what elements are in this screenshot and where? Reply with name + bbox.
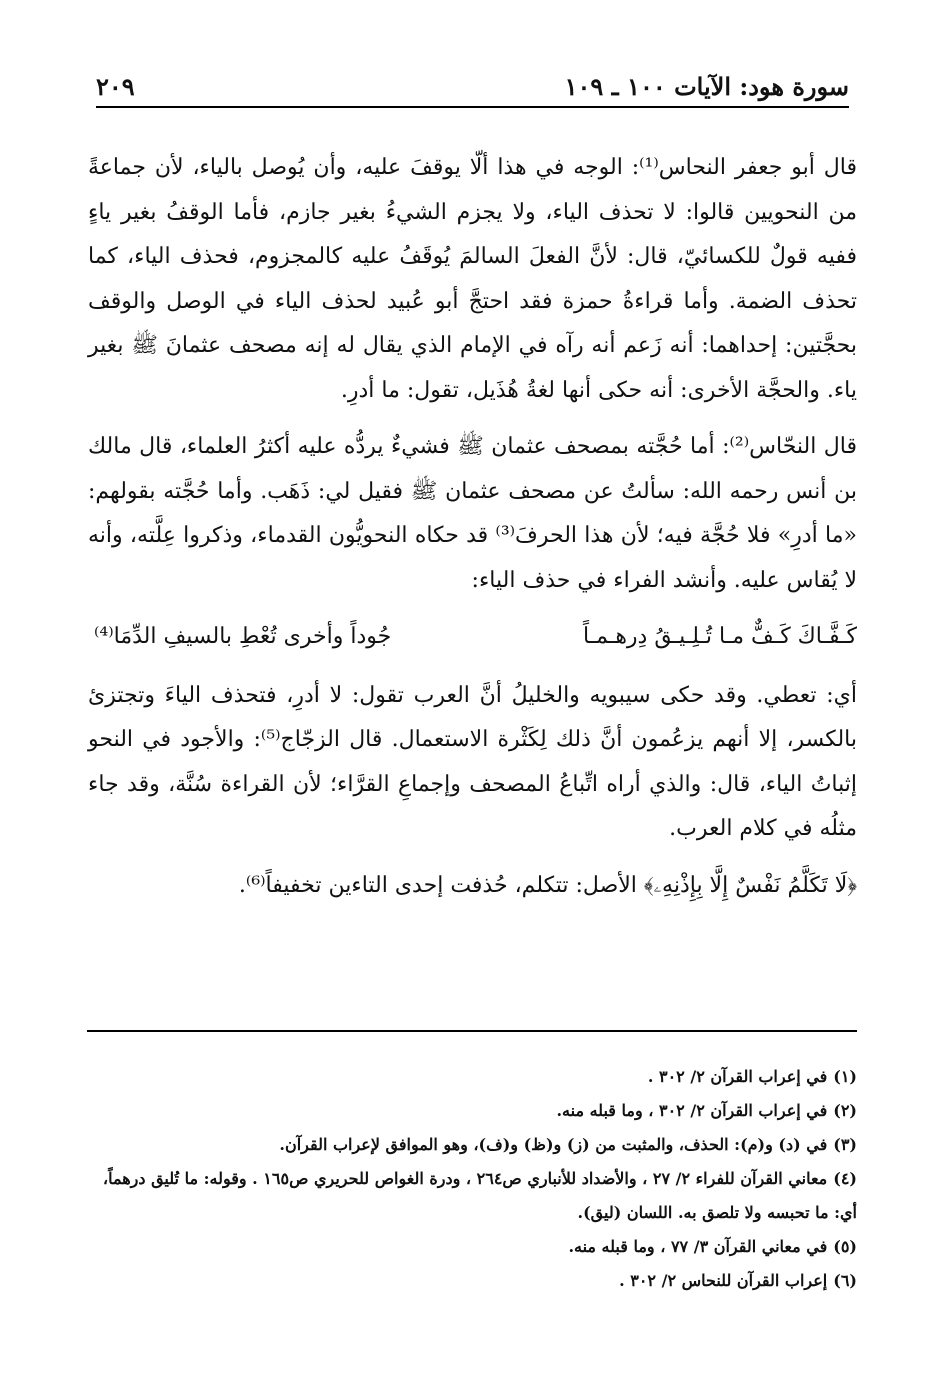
footnote xyxy=(88,1230,857,1264)
footnote-number: (٣) xyxy=(833,1135,857,1154)
footnote xyxy=(88,1264,857,1298)
footnote-text: في معاني القرآن ٣/ ٧٧ ، وما قبله منه. xyxy=(568,1237,828,1256)
quran-quote: ﴿لَا تَكَلَّمُ نَفْسٌ إِلَّا بِإِذْنِهِۦ﴾ xyxy=(643,872,857,898)
poetry-verse xyxy=(88,615,857,660)
footnote-number: (٤) xyxy=(833,1169,857,1188)
page-number: ٢٠٩ xyxy=(96,72,135,101)
verse-second-hemistich: جُوداً وأخرى تُعْطِ بالسيفِ الدِّمَا⁽⁴⁾ xyxy=(94,624,392,649)
footnote-number: (١) xyxy=(833,1067,857,1086)
footnote-number: (٦) xyxy=(833,1271,857,1290)
footnote-number: (٥) xyxy=(833,1237,857,1256)
main-text xyxy=(88,146,857,920)
footnote xyxy=(88,1060,857,1094)
footnote-text: في (د) و(م): الحذف، والمثبت من (ز) و(ظ) و(ف)، وهو الموافق لإعراب القرآن. xyxy=(279,1135,828,1154)
footnote-text: في إعراب القرآن ٢/ ٣٠٢ . xyxy=(647,1067,828,1086)
paragraph-4-text: الأصل: تتكلم، حُذفت إحدى التاءين تخفيفاً⁽⁶⁾. xyxy=(238,872,644,898)
footnote-separator xyxy=(87,1030,857,1032)
running-title: سورة هود: الآيات ١٠٠ ـ ١٠٩ xyxy=(564,72,849,101)
footnote xyxy=(88,1162,857,1230)
verse-first-hemistich: كَـفَّـاكَ كَـفٌّ مـا تُـلِـيـقُ دِرهـمـاً xyxy=(583,624,857,649)
footnote-text: إعراب القرآن للنحاس ٢/ ٣٠٢ . xyxy=(619,1271,828,1290)
footnotes xyxy=(88,1060,857,1298)
paragraph-3: أي: تعطي. وقد حكى سيبويه والخليلُ أنَّ العرب تقول: لا أدرِ، فتحذف الياءَ وتجتزئ بالكسر، إلا أنهم يزعُمون أنَّ ذلك لِكَثْرة الاستعمال. قال الزجّاج⁽⁵⁾: والأجود في النحو إثباتُ الياء، قال: والذي أراه اتِّباعُ المصحف وإجماعِ القرَّاء؛ لأن القراءة سُنَّة، وقد جاء مثلُه في كلام العرب. xyxy=(88,682,857,841)
footnote-number: (٢) xyxy=(833,1101,857,1120)
footnote xyxy=(88,1094,857,1128)
paragraph-2: قال النحّاس⁽²⁾: أما حُجَّته بمصحف عثمان ﷺ فشيءٌ يردُّه عليه أكثرُ العلماء، قال مالك بن أنس رحمه الله: سألتُ عن مصحف عثمان ﷺ فقيل لي: ذَهَب. وأما حُجَّته بقولهم: «ما أدرِ» فلا حُجَّة فيه؛ لأن هذا الحرفَ⁽³⁾ قد حكاه النحويُّون القدماء، وذكروا عِلَّته، وأنه لا يُقاس عليه. وأنشد الفراء في حذف الياء: xyxy=(88,434,857,593)
paragraph-4 xyxy=(88,864,857,909)
footnote-text: في إعراب القرآن ٢/ ٣٠٢ ، وما قبله منه. xyxy=(556,1101,828,1120)
page-header xyxy=(96,66,849,108)
paragraph-1: قال أبو جعفر النحاس⁽¹⁾: الوجه في هذا ألّا يوقفَ عليه، وأن يُوصل بالياء، لأن جماعةً من النحويين قالوا: لا تحذف الياء، ولا يجزم الشيءُ بغير جازم، فأما الوقفُ بغير ياءٍ ففيه قولٌ للكسائيّ، قال: لأنَّ الفعلَ السالمَ يُوقَفُ عليه كالمجزوم، فحذف الياء، كما تحذف الضمة. وأما قراءةُ حمزة فقد احتجَّ أبو عُبيد لحذف الياء في الوصل والوقف بحجَّتين: إحداهما: أنه زَعم أنه رآه في الإمام الذي يقال له إنه مصحف عثمانَ ﷺ بغير ياء. والحجَّة الأخرى: أنه حكى أنها لغةُ هُذَيل، تقول: ما أدرِ. xyxy=(88,155,857,403)
footnote-text: معاني القرآن للفراء ٢/ ٢٧ ، والأضداد للأنباري ص٢٦٤ ، ودرة الغواص للحريري ص١٦٥ . وقوله: ما تُليق درهماً، أي: ما تحبسه ولا تلصق به. اللسان (ليق). xyxy=(102,1169,857,1222)
footnote xyxy=(88,1128,857,1162)
